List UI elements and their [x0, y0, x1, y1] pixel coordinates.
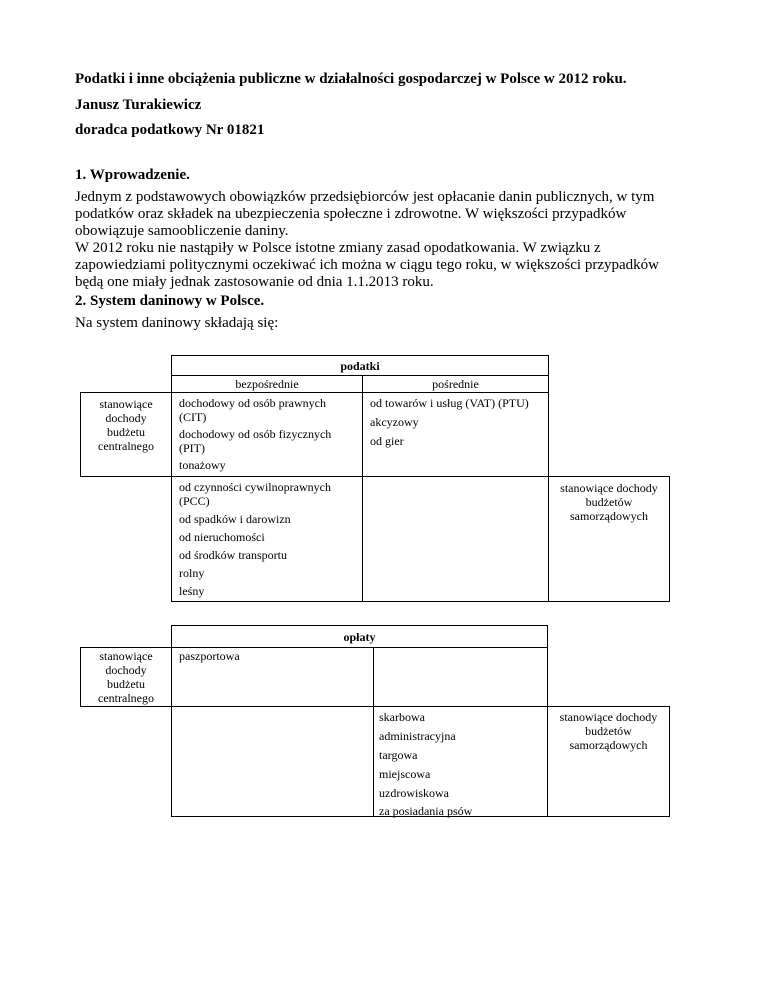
podatki-title: podatki — [340, 359, 380, 373]
fee-item: targowa — [379, 748, 418, 762]
fee-item: skarbowa — [379, 710, 425, 724]
text-line: będą one miały jednak zastosowanie od dnia 1.1.2013 roku. — [75, 274, 434, 290]
text-line: obowiązuje samoobliczenie daniny. — [75, 223, 289, 239]
indirect-central-cell — [362, 392, 549, 477]
label-line: centralnego — [98, 439, 154, 453]
oplaty-title-cell — [171, 625, 548, 648]
empty-central-cell — [373, 647, 548, 707]
label-line: dochody — [105, 663, 147, 677]
tax-item: tonażowy — [179, 458, 226, 472]
indirect-central-list — [363, 393, 548, 448]
central-label-cell — [80, 647, 172, 707]
fee-item: administracyjna — [379, 729, 456, 743]
direct-local-cell — [171, 476, 363, 602]
fee-item: za posiadania psów — [379, 804, 473, 818]
direct-central-list — [172, 393, 362, 472]
label-line: stanowiące — [99, 397, 153, 411]
podatki-title-cell — [171, 355, 549, 376]
text-line: podatków oraz składek na ubezpieczenia społeczne i zdrowotne. W większości przypadków — [75, 206, 627, 222]
tax-item: dochodowy od osób prawnych (CIT) — [179, 396, 326, 424]
oplaty-title: opłaty — [343, 630, 376, 644]
label-line: centralnego — [98, 691, 154, 705]
empty-local-cell — [171, 706, 374, 817]
tax-item: od nieruchomości — [179, 530, 265, 544]
section-1-heading: 1. Wprowadzenie. — [75, 167, 190, 183]
tax-item: od czynności cywilnoprawnych (PCC) — [179, 480, 331, 508]
tax-item: leśny — [179, 584, 205, 598]
tax-item: dochodowy od osób fizycznych (PIT) — [179, 427, 332, 455]
text-line: Jednym z podstawowych obowiązków przedsiębiorców jest opłacanie danin publicznych, w tym — [75, 189, 655, 205]
author-name: Janusz Turakiewicz — [75, 97, 202, 113]
tax-item: akcyzowy — [370, 415, 419, 429]
local-fee-cell — [373, 706, 548, 817]
direct-local-list — [172, 477, 362, 598]
local-label-cell — [548, 476, 670, 602]
label-line: budżetu — [107, 677, 145, 691]
local-label: stanowiące dochody budżetów samorządowych — [560, 481, 658, 523]
tax-item: od środków transportu — [179, 548, 287, 562]
section-2-heading: 2. System daninowy w Polsce. — [75, 293, 265, 309]
local-label-cell — [547, 706, 670, 817]
section-2-intro: Na system daninowy składają się: — [75, 315, 279, 331]
header-indirect-cell — [362, 375, 549, 393]
direct-central-cell — [171, 392, 363, 477]
section-1-paragraph-1 — [75, 189, 725, 291]
fee-item: paszportowa — [179, 649, 240, 663]
fee-item: uzdrowiskowa — [379, 786, 449, 800]
central-fee-cell — [171, 647, 374, 707]
author-role: doradca podatkowy Nr 01821 — [75, 122, 265, 138]
tax-item: od spadków i darowizn — [179, 512, 291, 526]
header-direct-cell — [171, 375, 363, 393]
text-line: W 2012 roku nie nastąpiły w Polsce istotne zmiany zasad opodatkowania. W związku z — [75, 240, 601, 256]
tax-item: rolny — [179, 566, 205, 580]
label-line: dochody — [105, 411, 147, 425]
local-label: stanowiące dochody budżetów samorządowych — [559, 710, 658, 752]
label-line: stanowiące — [99, 649, 153, 663]
central-label — [81, 393, 171, 453]
local-fee-list — [374, 707, 547, 818]
header-direct: bezpośrednie — [235, 377, 299, 391]
tax-item: od gier — [370, 434, 404, 448]
fee-item: miejscowa — [379, 767, 431, 781]
text-line: zapowiedziami politycznymi oczekiwać ich można w ciągu tego roku, w większości przypadków — [75, 257, 659, 273]
central-label-cell — [80, 392, 172, 477]
document-title: Podatki i inne obciążenia publiczne w działalności gospodarczej w Polsce w 2012 roku. — [75, 71, 627, 87]
tax-item: od towarów i usług (VAT) (PTU) — [370, 396, 529, 410]
header-indirect: pośrednie — [432, 377, 479, 391]
label-line: budżetu — [107, 425, 145, 439]
central-label — [81, 648, 171, 705]
empty-indirect-local-cell — [362, 476, 549, 602]
